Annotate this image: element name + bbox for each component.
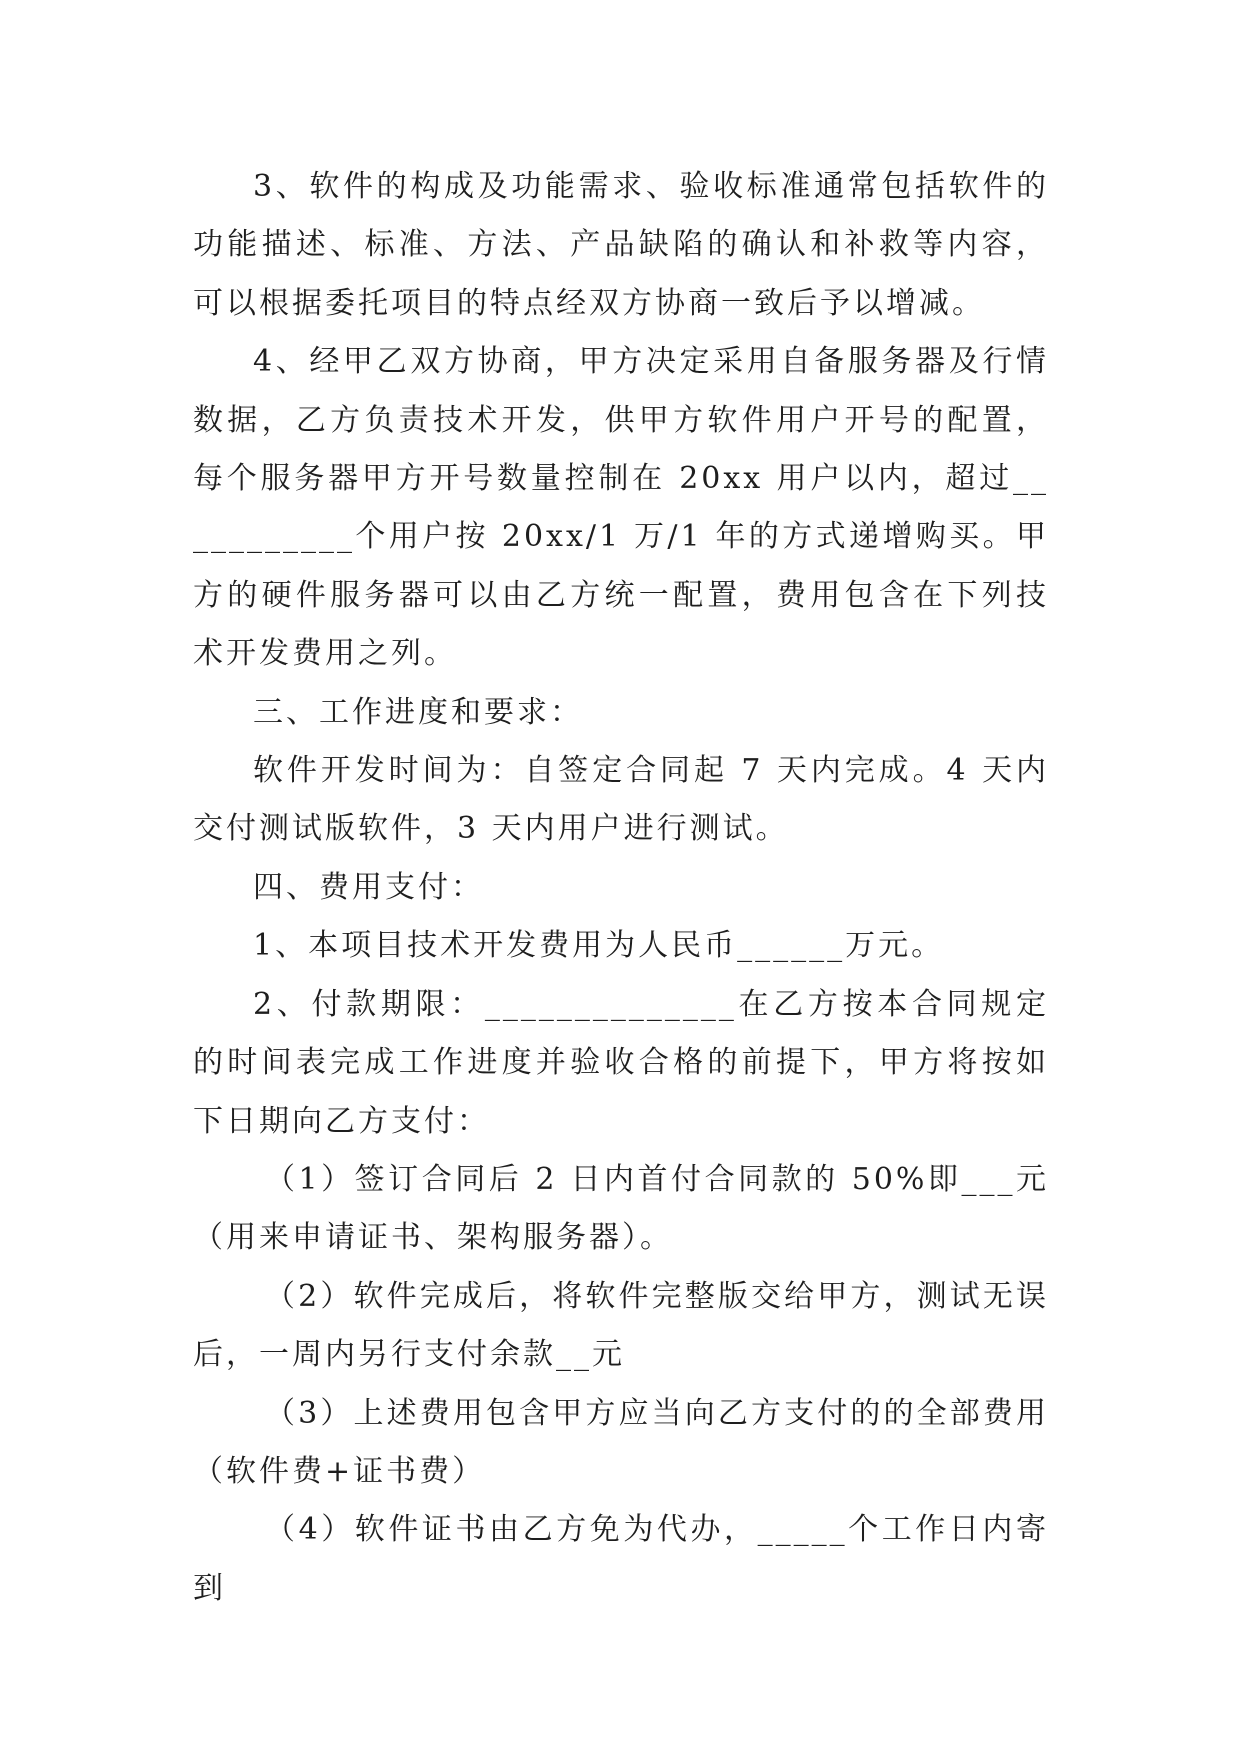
document-body [193, 158, 1049, 1618]
paragraph-dev-fee: 1、本项目技术开发费用为人民币______万元。 [253, 928, 945, 964]
paragraph-payment-item-4: （4）软件证书由乙方免为代办，_____个工作日内寄到 [193, 1512, 1049, 1606]
paragraph-payment-item-3: （3）上述费用包含甲方应当向乙方支付的的全部费用（软件费+证书费） [193, 1395, 1049, 1489]
paragraph-payment-item-2: （2）软件完成后，将软件完整版交给甲方，测试无误后，一周内另行支付余款__元 [193, 1278, 1049, 1373]
paragraph-dev-time: 软件开发时间为：自签定合同起 7 天内完成。4 天内交付测试版软件，3 天内用户进行测试。 [193, 753, 1049, 847]
paragraph-requirements: 3、软件的构成及功能需求、验收标准通常包括软件的功能描述、标准、方法、产品缺陷的确认和补救等内容，可以根据委托项目的特点经双方协商一致后予以增减。 [193, 169, 1049, 321]
paragraph-payment-term: 2、付款期限：______________在乙方按本合同规定的时间表完成工作进度并验收合格的前提下，甲方将按如下日期向乙方支付： [193, 986, 1049, 1139]
section-heading-payment: 四、费用支付： [253, 869, 484, 905]
paragraph-payment-item-1: （1）签订合同后 2 日内首付合同款的 50%即___元（用来申请证书、架构服务器）。 [193, 1161, 1049, 1256]
section-heading-schedule: 三、工作进度和要求： [253, 694, 583, 730]
paragraph-server-config: 4、经甲乙双方协商，甲方决定采用自备服务器及行情数据，乙方负责技术开发，供甲方软件用户开号的配置，每个服务器甲方开号数量控制在 20xx 用户以内，超过___________个用户按 20xx/1 万/1 年的方式递增购买。甲方的硬件服务器可以由乙方统一配置，费用包含在下列技术开发费用之列。 [193, 344, 1049, 672]
